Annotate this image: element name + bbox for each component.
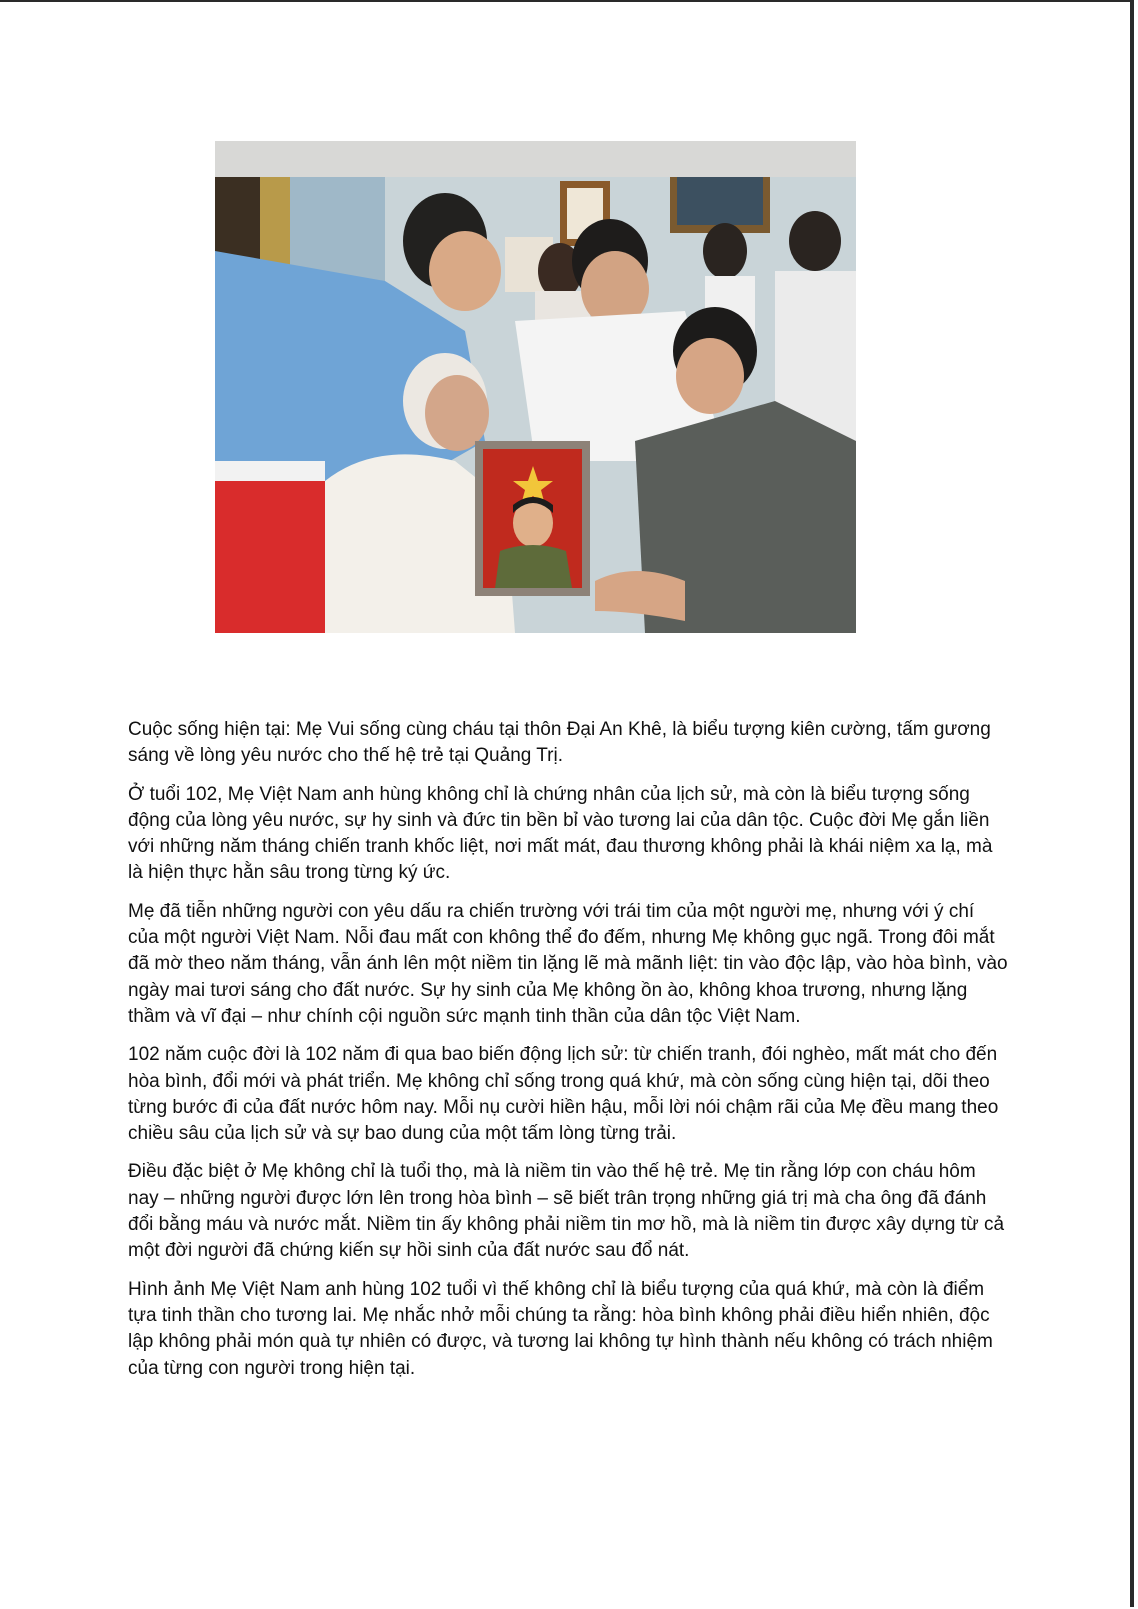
paragraph-3: Mẹ đã tiễn những người con yêu dấu ra chiến trường với trái tim của một người mẹ, nhưng với ý chí của một người Việt Nam. Nỗi đau mất con không thể đo đếm, nhưng Mẹ không gục ngã. Trong đôi mắt đã mờ theo năm tháng, vẫn ánh lên một niềm tin lặng lẽ mà mãnh liệt: tin vào độc lập, vào hòa bình, vào ngày mai tươi sáng cho đất nước. Sự hy sinh của Mẹ không ồn ào, không khoa trương, nhưng lặng thầm và vĩ đại – như chính cội nguồn sức mạnh tinh thần của dân tộc Việt Nam. <box>128 900 1008 1027</box>
paragraph-4: 102 năm cuộc đời là 102 năm đi qua bao biến động lịch sử: từ chiến tranh, đói nghèo, mất mát cho đến hòa bình, đổi mới và phát triển. Mẹ không chỉ sống trong quá khứ, mà còn sống cùng hiện tại, dõi theo từng bước đi của đất nước hôm nay. Mỗi nụ cười hiền hậu, mỗi lời nói chậm rãi của Mẹ đều mang theo chiều sâu của lịch sử và sự bao dung của một tấm lòng từng trải. <box>128 1044 999 1145</box>
paragraph-1: Cuộc sống hiện tại: Mẹ Vui sống cùng cháu tại thôn Đại An Khê, là biểu tượng kiên cường, tấm gương sáng về lòng yêu nước cho thế hệ trẻ tại Quảng Trị. <box>128 719 991 767</box>
article-body <box>128 717 1008 1394</box>
paragraph-2: Ở tuổi 102, Mẹ Việt Nam anh hùng không chỉ là chứng nhân của lịch sử, mà còn là biểu tượng sống động của lòng yêu nước, sự hy sinh và đức tin bền bỉ vào tương lai của dân tộc. Cuộc đời Mẹ gắn liền với những năm tháng chiến tranh khốc liệt, nơi mất mát, đau thương không phải là khái niệm xa lạ, mà là hiện thực hằn sâu trong từng ký ức. <box>128 783 993 884</box>
paragraph-5: Điều đặc biệt ở Mẹ không chỉ là tuổi thọ, mà là niềm tin vào thế hệ trẻ. Mẹ tin rằng lớp con cháu hôm nay – những người được lớn lên trong hòa bình – sẽ biết trân trọng những giá trị mà cha ông đã đánh đổi bằng máu và nước mắt. Niềm tin ấy không phải niềm tin mơ hồ, mà là niềm tin được xây dựng từ cả một đời người đã chứng kiến sự hồi sinh của đất nước sau đổ nát. <box>128 1161 1005 1262</box>
article-photo <box>215 141 856 633</box>
paragraph-6: Hình ảnh Mẹ Việt Nam anh hùng 102 tuổi vì thế không chỉ là biểu tượng của quá khứ, mà còn là điểm tựa tinh thần cho tương lai. Mẹ nhắc nhở mỗi chúng ta rằng: hòa bình không phải điều hiển nhiên, độc lập không phải món quà tự nhiên có được, và tương lai không tự hình thành nếu không có trách nhiệm của từng con người trong hiện tại. <box>128 1278 993 1379</box>
photo-illustration <box>215 141 856 633</box>
